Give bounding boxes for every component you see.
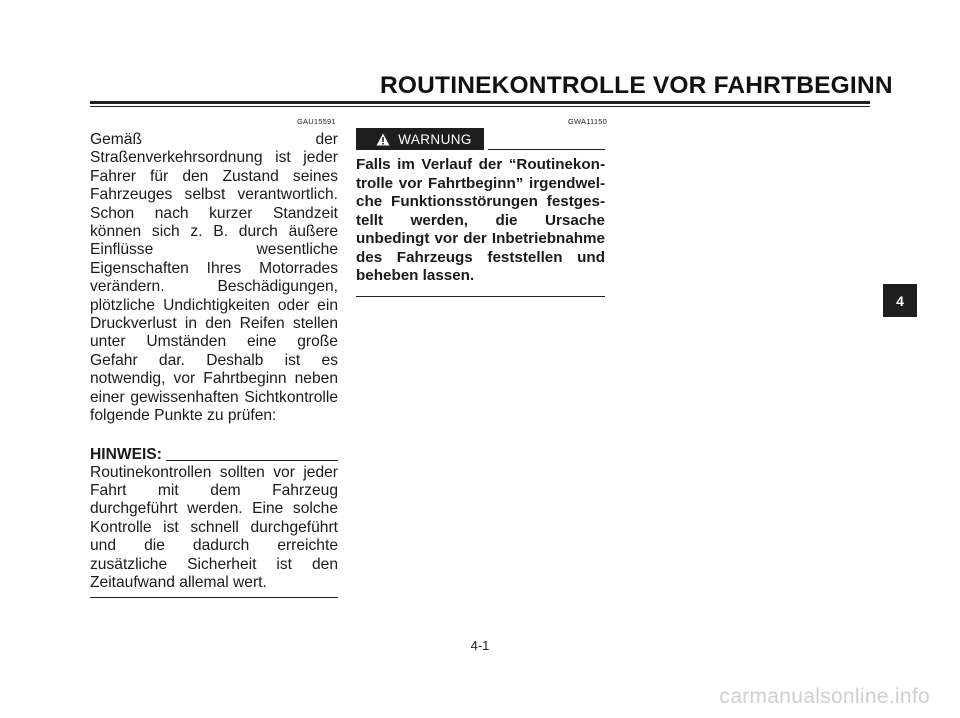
right-column xyxy=(356,128,605,297)
page-number: 4-1 xyxy=(470,638,490,653)
note-end-rule xyxy=(90,597,338,598)
left-column xyxy=(90,131,338,598)
page-title: ROUTINEKONTROLLE VOR FAHRTBEGINN xyxy=(380,72,893,99)
warning-header xyxy=(356,128,605,150)
warning-text: Falls im Verlauf der “Routinekontrolle vor Fahrtbeginn” irgendwelche Funktionsstörungen festgestellt werden, die Ursache unbedingt vor der Inbetriebnahme des Fahrzeugs feststellen und beheben lassen. xyxy=(356,156,605,284)
warning-label: WARNUNG xyxy=(398,131,472,147)
warning-rule xyxy=(488,149,605,150)
warning-code: GWA11150 xyxy=(568,117,607,126)
warning-end-rule xyxy=(356,296,605,297)
warning-triangle-icon xyxy=(376,133,390,146)
header-rule-thin xyxy=(90,106,870,107)
warning-badge xyxy=(356,128,484,150)
note-header xyxy=(90,446,338,464)
note-rule xyxy=(166,460,338,461)
note-label: HINWEIS: xyxy=(90,445,162,463)
watermark: carmanualsonline.info xyxy=(719,685,930,708)
section-code: GAU15591 xyxy=(297,117,336,126)
intro-paragraph: Gemäß der Straßenverkehrsordnung ist jeder Fahrer für den Zustand seines Fahrzeuges selbst verantwortlich. Schon nach kurzer Standzeit können sich z. B. durch äußere Einflüsse wesentliche Eigenschaften Ihres Motorrades verändern. Beschädigungen, plötzliche Undichtigkeiten oder ein Druckverlust in den Reifen stellen unter Umständen eine große Gefahr dar. Deshalb ist es notwendig, vor Fahrtbeginn neben einer gewissenhaften Sichtkontrolle folgende Punkte zu prüfen: xyxy=(90,131,338,425)
chapter-tab: 4 xyxy=(883,284,917,317)
note-text: Routinekontrollen sollten vor jeder Fahrt mit dem Fahrzeug durchgeführt werden. Eine solche Kontrolle ist schnell durchgeführt und die dadurch erreichte zusätzliche Sicherheit ist den Zeitaufwand allemal wert. xyxy=(90,463,338,591)
header-rule-thick xyxy=(90,101,870,104)
